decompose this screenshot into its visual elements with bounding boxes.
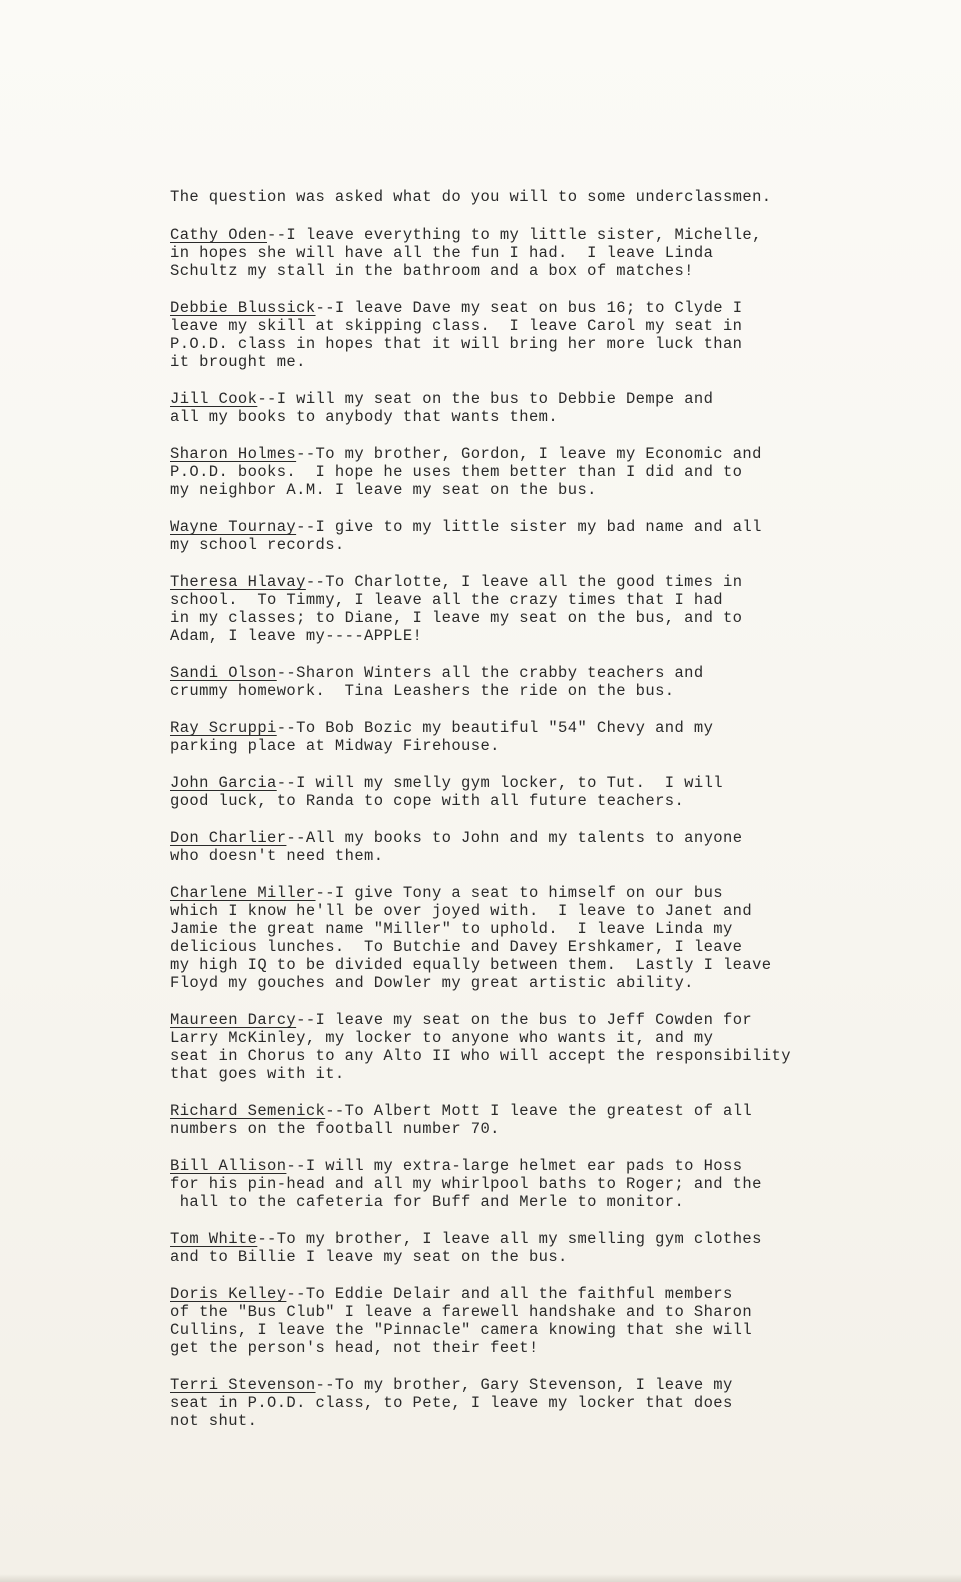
entry-continuation-line: delicious lunches. To Butchie and Davey Ershkamer, I leave xyxy=(170,938,743,956)
entry-continuation-line: get the person's head, not their feet! xyxy=(170,1339,539,1357)
entry-first-line xyxy=(170,829,900,847)
entry-first-line xyxy=(170,1285,900,1303)
will-entry xyxy=(170,829,900,865)
entry-first-line xyxy=(170,719,900,737)
entry-continuation-line: Floyd my gouches and Dowler my great artistic ability. xyxy=(170,974,694,992)
entry-continuation-line: Larry McKinley, my locker to anyone who wants it, and my xyxy=(170,1029,714,1047)
student-name: Terri Stevenson xyxy=(170,1376,316,1394)
entry-text: --To Bob Bozic my beautiful "54" Chevy and my xyxy=(276,719,714,737)
will-entry xyxy=(170,299,900,371)
entry-continuation-line: not shut. xyxy=(170,1412,258,1430)
entry-text: --I will my seat on the bus to Debbie Dempe and xyxy=(257,390,714,408)
will-entry xyxy=(170,1157,900,1211)
will-entry xyxy=(170,774,900,810)
student-name: Charlene Miller xyxy=(170,884,316,902)
entry-continuation-line: Adam, I leave my----APPLE! xyxy=(170,627,423,645)
entry-continuation-line: Cullins, I leave the "Pinnacle" camera knowing that she will xyxy=(170,1321,753,1339)
entry-continuation-line: and to Billie I leave my seat on the bus. xyxy=(170,1248,568,1266)
will-entry xyxy=(170,1011,900,1083)
will-entry xyxy=(170,719,900,755)
intro-question: The question was asked what do you will to some underclassmen. xyxy=(170,188,772,206)
entry-text: --To Albert Mott I leave the greatest of all xyxy=(325,1102,753,1120)
entry-continuation-line: that goes with it. xyxy=(170,1065,345,1083)
entry-first-line xyxy=(170,390,900,408)
entry-continuation-line: P.O.D. class in hopes that it will bring her more luck than xyxy=(170,335,743,353)
entry-text: --To Charlotte, I leave all the good times in xyxy=(305,573,743,591)
will-entry xyxy=(170,1285,900,1357)
entry-text: --I leave my seat on the bus to Jeff Cowden for xyxy=(296,1011,753,1029)
entry-continuation-line: school. To Timmy, I leave all the crazy times that I had xyxy=(170,591,723,609)
entry-continuation-line: my school records. xyxy=(170,536,345,554)
entry-first-line xyxy=(170,445,900,463)
student-name: Maureen Darcy xyxy=(170,1011,297,1029)
entry-text: --To my brother, I leave all my smelling gym clothes xyxy=(257,1230,762,1248)
entry-first-line xyxy=(170,1230,900,1248)
student-name: Ray Scruppi xyxy=(170,719,277,737)
page-bottom-edge xyxy=(0,1574,961,1582)
entry-first-line xyxy=(170,884,900,902)
entry-first-line xyxy=(170,1102,900,1120)
student-name: John Garcia xyxy=(170,774,277,792)
entry-continuation-line: numbers on the football number 70. xyxy=(170,1120,500,1138)
entry-first-line xyxy=(170,573,900,591)
student-name: Sharon Holmes xyxy=(170,445,297,463)
entry-continuation-line: all my books to anybody that wants them. xyxy=(170,408,559,426)
typed-text-block xyxy=(170,188,900,1449)
entry-continuation-line: crummy homework. Tina Leashers the ride on the bus. xyxy=(170,682,675,700)
entry-continuation-line: Jamie the great name "Miller" to uphold. I leave Linda my xyxy=(170,920,733,938)
entry-first-line xyxy=(170,1376,900,1394)
entry-text: --To my brother, Gary Stevenson, I leave my xyxy=(315,1376,733,1394)
entry-continuation-line: who doesn't need them. xyxy=(170,847,384,865)
entry-first-line xyxy=(170,774,900,792)
will-entry xyxy=(170,518,900,554)
entry-first-line xyxy=(170,664,900,682)
entry-continuation-line: seat in P.O.D. class, to Pete, I leave my locker that does xyxy=(170,1394,733,1412)
student-name: Don Charlier xyxy=(170,829,287,847)
entry-first-line xyxy=(170,1011,900,1029)
entry-first-line xyxy=(170,299,900,317)
entry-text: --Sharon Winters all the crabby teachers and xyxy=(276,664,704,682)
entry-continuation-line: leave my skill at skipping class. I leave Carol my seat in xyxy=(170,317,743,335)
entry-text: --I give to my little sister my bad name and all xyxy=(296,518,762,536)
will-entries-list xyxy=(170,226,900,1430)
entry-continuation-line: it brought me. xyxy=(170,353,306,371)
student-name: Jill Cook xyxy=(170,390,258,408)
entry-first-line xyxy=(170,226,900,244)
entry-continuation-line: Schultz my stall in the bathroom and a box of matches! xyxy=(170,262,694,280)
entry-continuation-line: hall to the cafeteria for Buff and Merle to monitor. xyxy=(170,1193,685,1211)
entry-text: --I leave Dave my seat on bus 16; to Clyde I xyxy=(315,299,743,317)
student-name: Bill Allison xyxy=(170,1157,287,1175)
will-entry xyxy=(170,664,900,700)
entry-continuation-line: in hopes she will have all the fun I had. I leave Linda xyxy=(170,244,714,262)
student-name: Cathy Oden xyxy=(170,226,268,244)
entry-continuation-line: which I know he'll be over joyed with. I leave to Janet and xyxy=(170,902,753,920)
entry-text: --All my books to John and my talents to anyone xyxy=(286,829,743,847)
student-name: Debbie Blussick xyxy=(170,299,316,317)
entry-continuation-line: in my classes; to Diane, I leave my seat on the bus, and to xyxy=(170,609,743,627)
entry-continuation-line: of the "Bus Club" I leave a farewell handshake and to Sharon xyxy=(170,1303,753,1321)
entry-continuation-line: parking place at Midway Firehouse. xyxy=(170,737,500,755)
entry-continuation-line: my high IQ to be divided equally between them. Lastly I leave xyxy=(170,956,772,974)
will-entry xyxy=(170,226,900,280)
entry-continuation-line: for his pin-head and all my whirlpool baths to Roger; and the xyxy=(170,1175,762,1193)
student-name: Tom White xyxy=(170,1230,258,1248)
will-entry xyxy=(170,884,900,992)
student-name: Doris Kelley xyxy=(170,1285,287,1303)
student-name: Richard Semenick xyxy=(170,1102,326,1120)
entry-text: --To my brother, Gordon, I leave my Economic and xyxy=(296,445,762,463)
entry-continuation-line: good luck, to Randa to cope with all future teachers. xyxy=(170,792,685,810)
entry-text: --I give Tony a seat to himself on our bus xyxy=(315,884,723,902)
will-entry xyxy=(170,1102,900,1138)
student-name: Sandi Olson xyxy=(170,664,277,682)
will-entry xyxy=(170,445,900,499)
entry-continuation-line: P.O.D. books. I hope he uses them better than I did and to xyxy=(170,463,743,481)
will-entry xyxy=(170,390,900,426)
entry-text: --I will my extra-large helmet ear pads to Hoss xyxy=(286,1157,743,1175)
entry-text: --I leave everything to my little sister, Michelle, xyxy=(267,226,762,244)
entry-text: --To Eddie Delair and all the faithful members xyxy=(286,1285,733,1303)
will-entry xyxy=(170,573,900,645)
entry-first-line xyxy=(170,1157,900,1175)
student-name: Wayne Tournay xyxy=(170,518,297,536)
entry-continuation-line: seat in Chorus to any Alto II who will accept the responsibility xyxy=(170,1047,791,1065)
entry-first-line xyxy=(170,518,900,536)
will-entry xyxy=(170,1376,900,1430)
student-name: Theresa Hlavay xyxy=(170,573,306,591)
entry-text: --I will my smelly gym locker, to Tut. I will xyxy=(276,774,723,792)
will-entry xyxy=(170,1230,900,1266)
entry-continuation-line: my neighbor A.M. I leave my seat on the bus. xyxy=(170,481,597,499)
